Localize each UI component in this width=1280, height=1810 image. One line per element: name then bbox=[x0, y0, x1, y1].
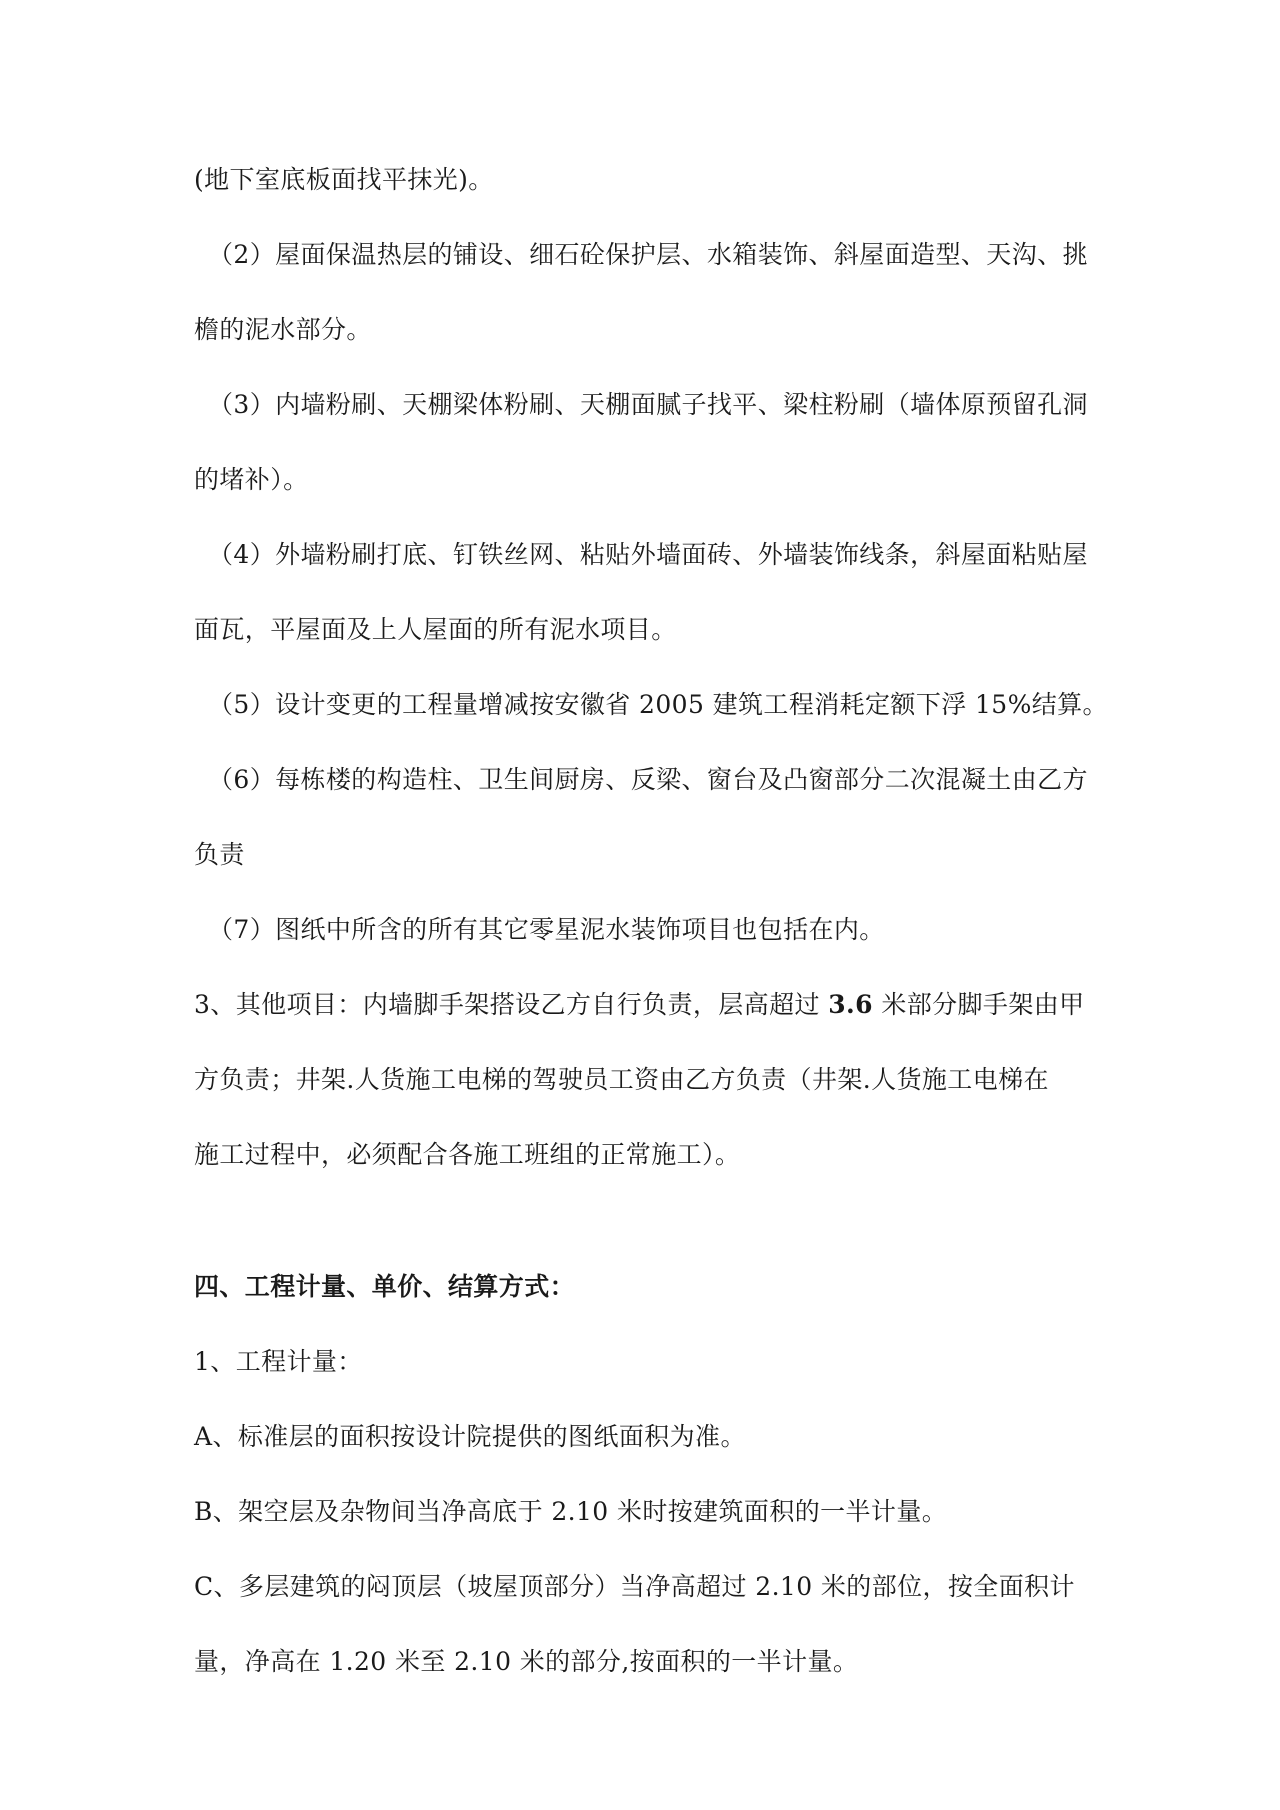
text-line: B、架空层及杂物间当净高底于 2.10 米时按建筑面积的一半计量。 bbox=[194, 1497, 948, 1526]
text-line: （6）每栋楼的构造柱、卫生间厨房、反梁、窗台及凸窗部分二次混凝土由乙方 bbox=[208, 765, 1088, 794]
text-line: 方负责；井架.人货施工电梯的驾驶员工资由乙方负责（井架.人货施工电梯在 bbox=[194, 1065, 1049, 1094]
text-line: 1、工程计量： bbox=[194, 1347, 363, 1376]
text-line: 负责 bbox=[194, 840, 245, 869]
text-line: （5）设计变更的工程量增减按安徽省 2005 建筑工程消耗定额下浮 15%结算。 bbox=[208, 690, 1108, 719]
text-line: A、标准层的面积按设计院提供的图纸面积为准。 bbox=[194, 1422, 746, 1451]
text-line: （3）内墙粉刷、天棚梁体粉刷、天棚面腻子找平、梁柱粉刷（墙体原预留孔洞 bbox=[208, 390, 1088, 419]
text-line: （4）外墙粉刷打底、钉铁丝网、粘贴外墙面砖、外墙装饰线条，斜屋面粘贴屋 bbox=[208, 540, 1088, 569]
text-line: 施工过程中，必须配合各施工班组的正常施工）。 bbox=[194, 1140, 741, 1169]
other-items-text: 3、其他项目：内墙脚手架搭设乙方自行负责，层高超过 bbox=[194, 990, 829, 1019]
height-value: 3.6 bbox=[828, 990, 873, 1019]
text-line: （2）屋面保温热层的铺设、细石砼保护层、水箱装饰、斜屋面造型、天沟、挑 bbox=[208, 240, 1088, 269]
text-line: (地下室底板面找平抹光)。 bbox=[194, 165, 494, 194]
text-line: 檐的泥水部分。 bbox=[194, 315, 372, 344]
other-items-line bbox=[194, 989, 1085, 1021]
text-line: （7）图纸中所含的所有其它零星泥水装饰项目也包括在内。 bbox=[208, 915, 885, 944]
text-line: C、多层建筑的闷顶层（坡屋顶部分）当净高超过 2.10 米的部位，按全面积计 bbox=[194, 1572, 1075, 1601]
text-line: 的堵补）。 bbox=[194, 465, 309, 494]
section-heading: 四、工程计量、单价、结算方式： bbox=[194, 1272, 576, 1301]
text-line: 面瓦，平屋面及上人屋面的所有泥水项目。 bbox=[194, 615, 677, 644]
other-items-text: 米部分脚手架由甲 bbox=[872, 990, 1085, 1019]
text-line: 量，净高在 1.20 米至 2.10 米的部分,按面积的一半计量。 bbox=[194, 1647, 859, 1676]
